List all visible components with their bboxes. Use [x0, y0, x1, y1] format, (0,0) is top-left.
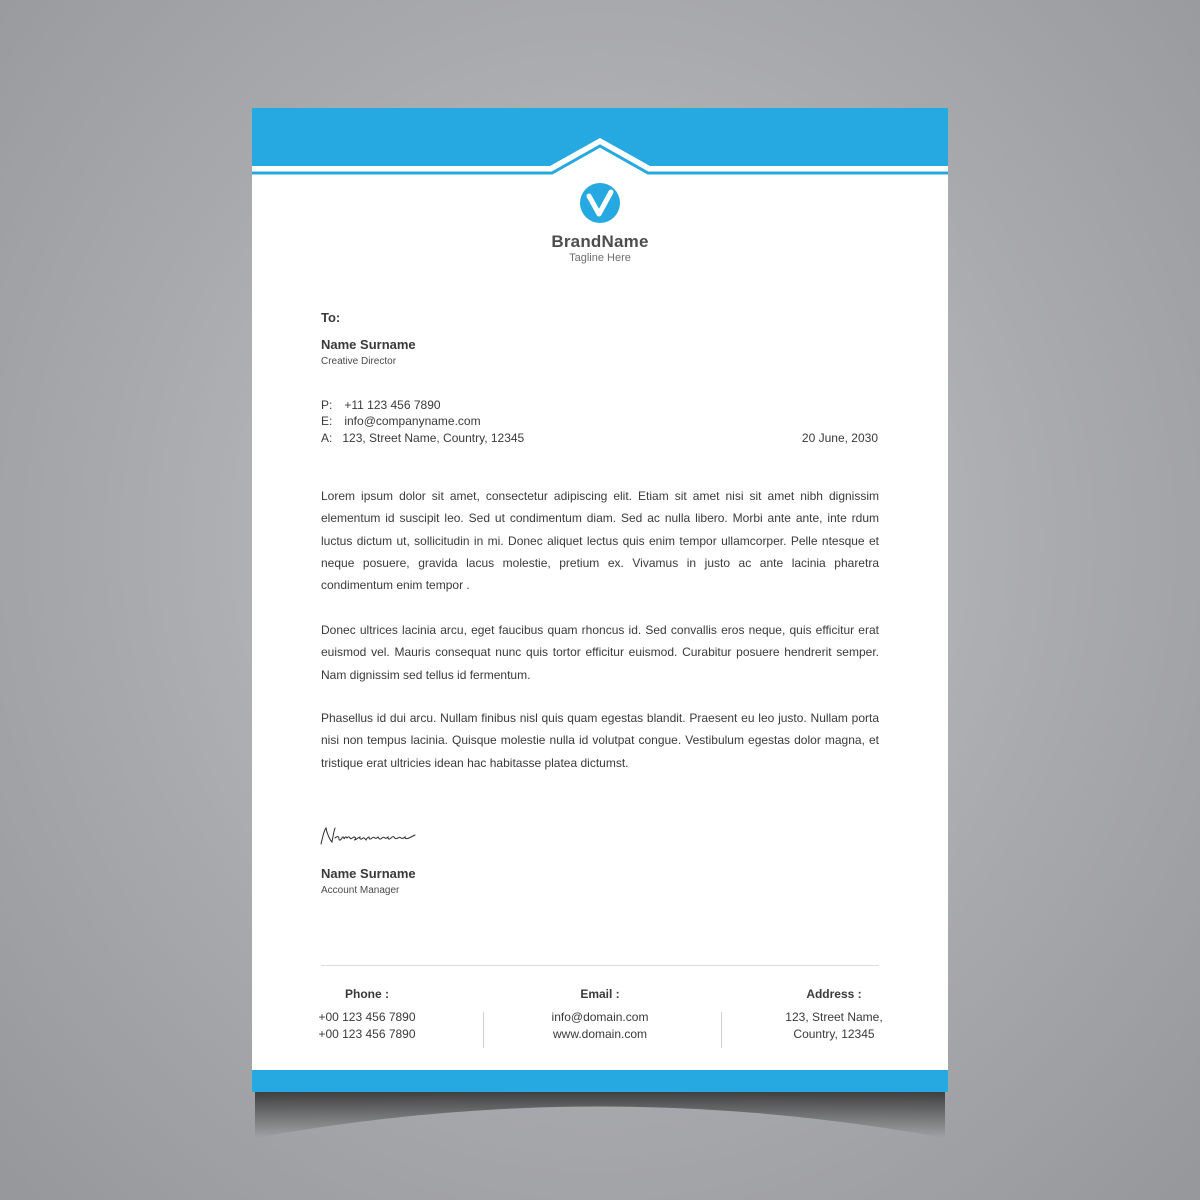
footer-email-heading: Email : — [580, 987, 620, 1001]
footer-address-line-1: 123, Street Name, — [785, 1010, 883, 1024]
email-label: E: — [321, 414, 333, 428]
footer-separator — [483, 1012, 484, 1048]
to-label: To: — [321, 310, 341, 325]
brand-tagline: Tagline Here — [569, 252, 631, 264]
v-check-circle-icon — [580, 183, 620, 223]
footer-separator — [721, 1012, 722, 1048]
footer-band — [252, 1070, 948, 1092]
phone-label: P: — [321, 398, 333, 412]
signature-image — [319, 822, 419, 848]
signatory-title: Account Manager — [321, 885, 400, 896]
body-paragraph-2: Donec ultrices lacinia arcu, eget faucibus quam rhoncus id. Sed convallis eros neque, quis efficitur erat euismod vel. Mauris consequat nunc quis tortor efficitur euismod. Curabitur posuere hendrerit semper. Nam dignissim sed tellus id fermentum. — [321, 623, 879, 682]
address-value: 123, Street Name, Country, 12345 — [342, 431, 525, 445]
header-band — [252, 108, 948, 188]
body-paragraph-3: Phasellus id dui arcu. Nullam finibus nisl quis quam egestas blandit. Praesent eu leo justo. Nullam porta nisi non tempus lacinia. Quisque molestie nulla id volutpat congue. Vestibulum egestas dolor magna, et tristique erat ultricies idean hac habitasse platea dictumst. — [321, 711, 879, 770]
footer-email-line-2: www.domain.com — [552, 1027, 648, 1041]
letter-date: 20 June, 2030 — [801, 431, 878, 445]
footer-email — [530, 986, 670, 1043]
recipient-title: Creative Director — [321, 356, 397, 367]
footer-address-line-2: Country, 12345 — [793, 1027, 875, 1041]
footer-address — [774, 986, 894, 1043]
phone-value: +11 123 456 7890 — [344, 398, 441, 412]
brand-name: BrandName — [551, 232, 649, 251]
letterhead-page — [252, 108, 948, 1092]
footer-phone — [307, 986, 427, 1043]
contact-phone — [321, 398, 441, 412]
footer-divider — [321, 965, 879, 966]
footer-address-heading: Address : — [806, 987, 862, 1001]
footer-phone-heading: Phone : — [345, 987, 389, 1001]
address-label: A: — [321, 431, 333, 445]
contact-email — [321, 414, 481, 428]
signatory-name: Name Surname — [321, 866, 416, 881]
footer-email-line-1: info@domain.com — [551, 1010, 649, 1024]
body-paragraph-1: Lorem ipsum dolor sit amet, consectetur adipiscing elit. Etiam sit amet nisi sit amet nibh dignissim elementum id suscipit leo. Sed ut condimentum diam. Sed ac nulla libero. Morbi ante ante, inte rdum luctus dictum ut, sollicitudin in mi. Donec aliquet lectus quis enim tempor ullamcorper. Pelle ntesque et neque posuere, gravida lacus molestie, pretium ex. Vivamus in justo ac ante lacinia pharetra condimentum enim tempor . — [321, 489, 879, 593]
footer-phone-line-2: +00 123 456 7890 — [318, 1027, 416, 1041]
contact-address — [321, 431, 524, 445]
footer-phone-line-1: +00 123 456 7890 — [318, 1010, 416, 1024]
email-value: info@companyname.com — [344, 414, 481, 428]
recipient-name: Name Surname — [321, 337, 416, 352]
